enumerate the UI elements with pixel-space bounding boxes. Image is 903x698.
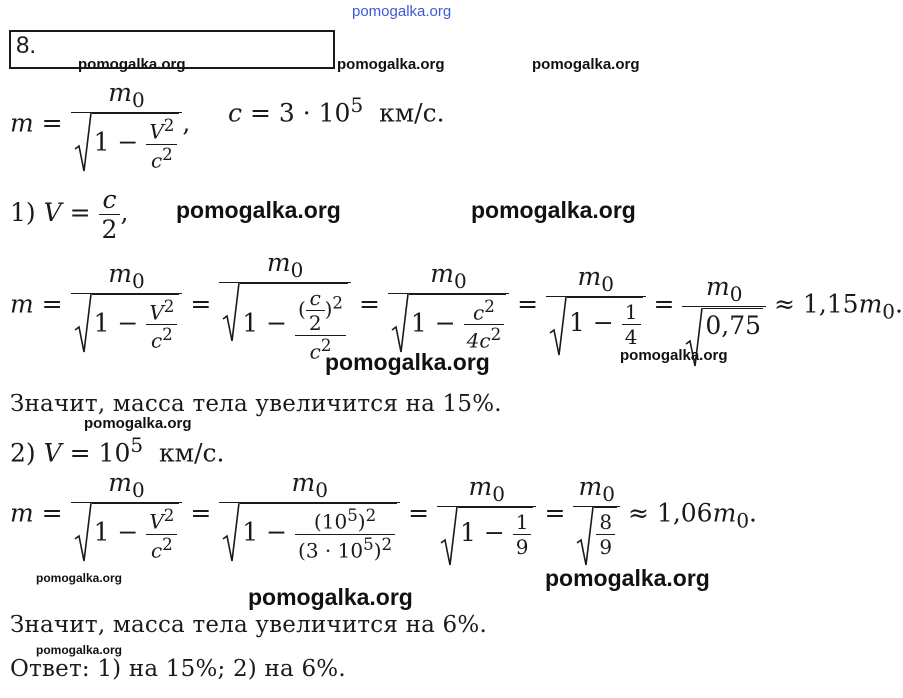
watermark: pomogalka.org: [36, 643, 123, 657]
watermark: pomogalka.org: [36, 571, 123, 585]
watermark: pomogalka.org: [532, 56, 640, 73]
watermark: pomogalka.org: [337, 56, 445, 73]
watermark: pomogalka.org: [471, 197, 636, 223]
watermark: pomogalka.org: [248, 584, 413, 610]
answer: Ответ: 1) на 15%; 2) на 6%.: [10, 656, 346, 682]
part2-conclusion: Значит, масса тела увеличится на 6%.: [10, 612, 487, 638]
part2-chain: m = $m_0$ 1 − $\frac{V^2}{c^2}$ = $m_0$ 1 − $\frac{(10^5)^2}{(3 \cdot 10^5)^2}$ = $m_0$ 1 − $\frac{1}{9}$ = $\frac{m_0}{\frac{8}{9}}$ ≈ $1,06m_0$.: [10, 468, 757, 562]
watermark: pomogalka.org: [325, 349, 490, 375]
watermark: pomogalka.org: [84, 415, 192, 432]
watermark: pomogalka.org: [78, 56, 186, 73]
problem-header-box: [9, 30, 335, 69]
watermark: pomogalka.org: [176, 197, 341, 223]
part1-chain: m = $m_0$ 1 − $\frac{V^2}{c^2}$ = $m_0$ 1 − ( $\frac{c}{2}$ )$^2$ $c^2$ = $m_0$ 1 − $\frac{c^2}{4c^2}$ = $m_0$ 1 − $\frac{1}{4}$ = $\frac{m_0}{0,75}$ ≈ $1,15m_0$.: [10, 248, 903, 364]
watermark-top[interactable]: pomogalka.org: [352, 3, 452, 20]
problem-number: 8.: [16, 32, 37, 59]
watermark: pomogalka.org: [545, 565, 710, 591]
sqrt: 1 − $\frac{V^2}{c^2}$: [74, 113, 180, 172]
speed-of-light: $c = 3 \cdot 10^5$ км/с.: [228, 93, 445, 128]
given-formula: m = $m_0$ 1 − $\frac{V^2}{c^2}$ ,: [10, 78, 191, 173]
given-fraction: $m_0$ 1 − $\frac{V^2}{c^2}$: [71, 78, 183, 172]
part1-conclusion: Значит, масса тела увеличится на 15%.: [10, 391, 502, 417]
part1-velocity: 1) V = $\frac{c}{2}$ ,: [10, 185, 129, 244]
watermark: pomogalka.org: [620, 347, 728, 364]
part2-velocity: 2) $V = 10^5$ км/с.: [10, 433, 225, 468]
